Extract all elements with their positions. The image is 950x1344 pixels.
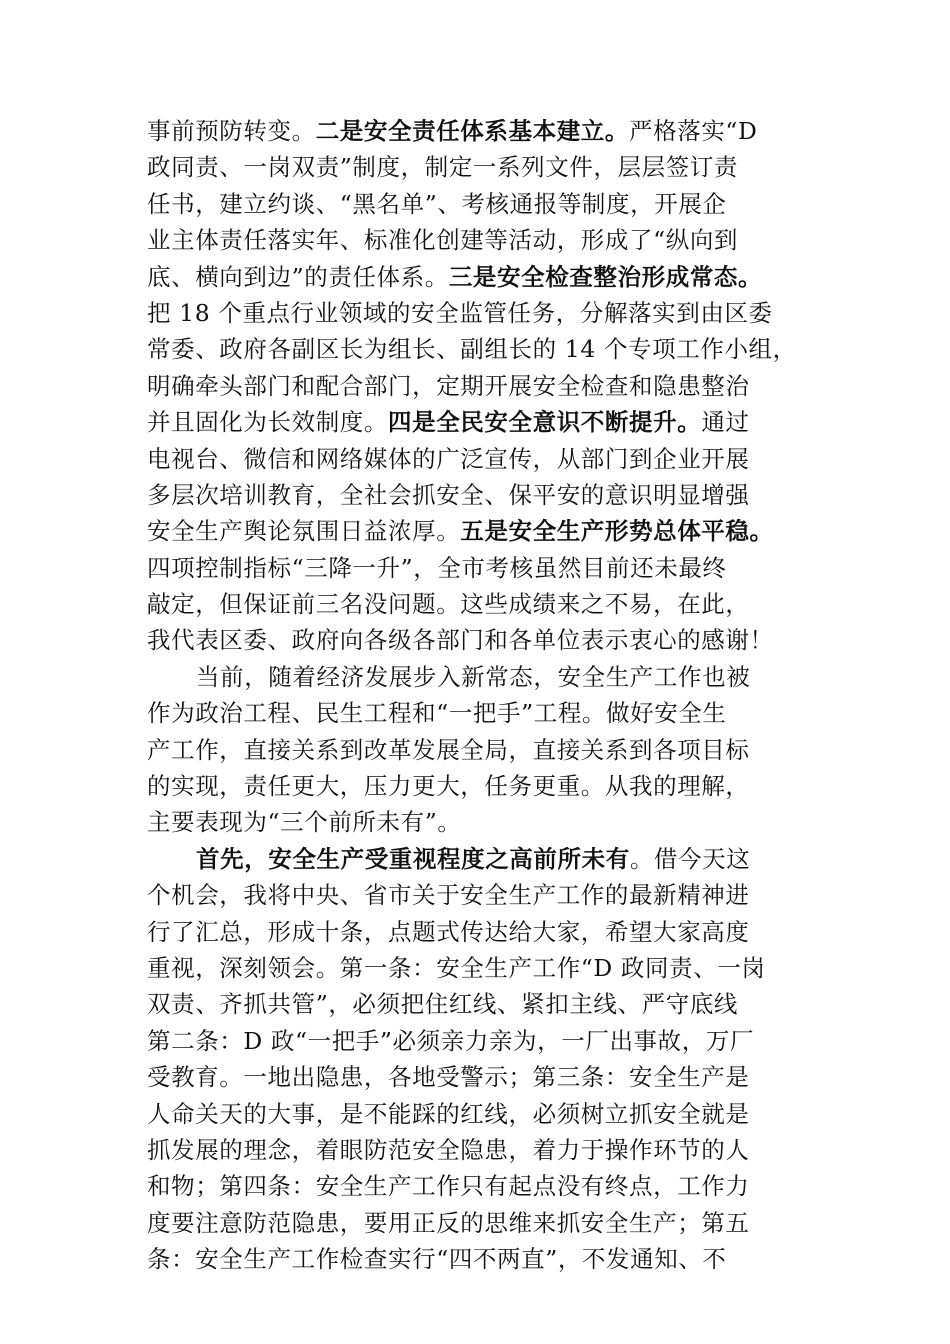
text-line: [147, 695, 807, 731]
text-line: [147, 441, 807, 477]
body-text: 底、横向到边”的责任体系。: [147, 262, 449, 291]
body-text: 并且固化为长效制度。: [147, 408, 388, 437]
body-text: 和物；第四条：安全生产工作只有起点没有终点，工作力: [147, 1172, 750, 1201]
body-text: 双责、齐抓共管”，必须把住红线、紧扣主线、严守底线: [147, 990, 739, 1019]
body-text: 当前，随着经济发展步入新常态，安全生产工作也被: [196, 662, 751, 691]
bold-heading-text: 二是安全责任体系基本建立。: [315, 117, 630, 145]
body-text: 行了汇总，形成十条，点题式传达给大家，希望大家高度: [147, 917, 750, 946]
text-line: [147, 149, 807, 185]
bold-heading-text: 四是全民安全意识不断提升。: [388, 408, 702, 437]
body-text: 作为政治工程、民生工程和“一把手”工程。做好安全生: [147, 699, 727, 728]
text-line: [147, 1168, 807, 1204]
paragraph-p1: [147, 113, 807, 659]
body-text: 重视，深刻领会。第一条：安全生产工作“D 政同责、一岗: [147, 953, 766, 982]
text-line: [147, 550, 807, 586]
body-text: 人命关天的大事，是不能踩的红线，必须树立抓安全就是: [147, 1099, 750, 1128]
text-line: [147, 331, 807, 367]
body-text: 敲定，但保证前三名没问题。这些成绩来之不易，在此，: [147, 590, 750, 619]
paragraph-p3: [147, 841, 807, 1278]
body-text: 常委、政府各副区长为组长、副组长的 14 个专项工作小组，: [147, 335, 797, 364]
text-line: [147, 804, 807, 840]
body-text: 受教育。一地出隐患，各地受警示；第三条：安全生产是: [147, 1063, 750, 1092]
text-line: [147, 586, 807, 622]
body-text: 。借今天这: [629, 844, 751, 873]
body-text: 通过: [701, 408, 750, 437]
text-line: [147, 222, 807, 258]
body-text: 第二条：D 政“一把手”必须亲力亲为，一厂出事故，万厂: [147, 1026, 755, 1055]
body-text: 度要注意防范隐患，要用正反的思维来抓安全生产；第五: [147, 1208, 750, 1237]
text-line: [147, 1241, 807, 1277]
text-line: [147, 768, 807, 804]
text-line: [147, 950, 807, 986]
text-line: [147, 113, 807, 149]
body-text: 四项控制指标“三降一升”，全市考核虽然目前还未最终: [147, 553, 727, 582]
text-line: [147, 877, 807, 913]
text-line: [147, 259, 807, 295]
body-text: 事前预防转变。: [147, 117, 316, 145]
body-text: 的实现，责任更大，压力更大，任务更重。从我的理解，: [147, 772, 750, 801]
body-text: 政同责、一岗双责”制度，制定一系列文件，层层签订责: [147, 153, 739, 182]
bold-heading-text: 五是安全生产形势总体平稳。: [460, 517, 774, 546]
text-line: [147, 1023, 807, 1059]
body-text: 把 18 个重点行业领域的安全监管任务，分解落实到由区委: [147, 298, 773, 327]
text-line: [147, 986, 807, 1022]
body-text: 电视台、微信和网络媒体的广泛宣传，从部门到企业开展: [147, 444, 750, 473]
body-text: 主要表现为“三个前所未有”。: [147, 808, 462, 837]
document-page: [147, 113, 807, 1278]
text-line: [147, 295, 807, 331]
text-line: [147, 1059, 807, 1095]
body-text: 安全生产舆论氛围日益浓厚。: [147, 517, 461, 546]
bold-heading-text: 首先，安全生产受重视程度之高前所未有: [196, 844, 630, 873]
text-line: [147, 1096, 807, 1132]
body-text: 我代表区委、政府向各级各部门和各单位表示衷心的感谢！: [147, 626, 774, 655]
text-line: [147, 1205, 807, 1241]
text-line: [147, 477, 807, 513]
text-line: [147, 732, 807, 768]
body-text: 严格落实“D: [629, 117, 758, 145]
body-text: 多层次培训教育，全社会抓安全、保平安的意识明显增强: [147, 480, 750, 509]
body-text: 明确牵头部门和配合部门，定期开展安全检查和隐患整治: [147, 371, 750, 400]
paragraph-p2: [147, 659, 807, 841]
bold-heading-text: 三是安全检查整治形成常态。: [448, 262, 763, 291]
text-line: [147, 841, 807, 877]
text-line: [147, 186, 807, 222]
body-text: 任书，建立约谈、“黑名单”、考核通报等制度，开展企: [147, 189, 727, 218]
body-text: 条：安全生产工作检查实行“四不两直”，不发通知、不: [147, 1245, 727, 1274]
text-line: [147, 622, 807, 658]
text-line: [147, 1132, 807, 1168]
text-line: [147, 513, 807, 549]
text-line: [147, 368, 807, 404]
text-line: [147, 659, 807, 695]
text-line: [147, 404, 807, 440]
body-text: 个机会，我将中央、省市关于安全生产工作的最新精神进: [147, 881, 750, 910]
body-text: 产工作，直接关系到改革发展全局，直接关系到各项目标: [147, 735, 750, 764]
text-line: [147, 914, 807, 950]
body-text: 抓发展的理念，着眼防范安全隐患，着力于操作环节的人: [147, 1135, 750, 1164]
body-text: 业主体责任落实年、标准化创建等活动，形成了“纵向到: [147, 226, 739, 255]
